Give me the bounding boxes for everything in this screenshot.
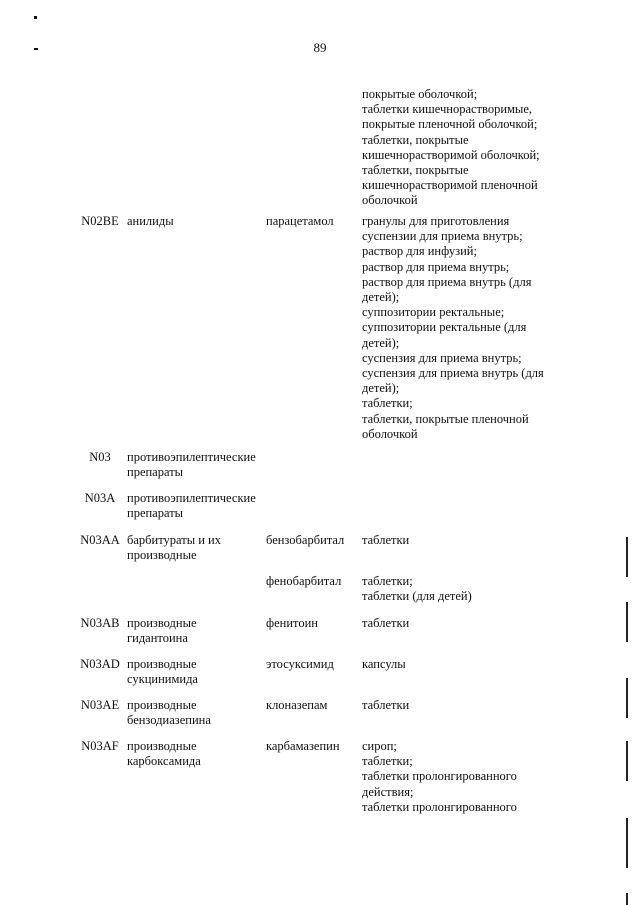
dosage-forms: сироп; таблетки; таблетки пролонгированного действия; таблетки пролонгированного <box>362 739 517 814</box>
atc-code: N03AE <box>80 698 120 712</box>
dosage-forms: гранулы для приготовления суспензии для приема внутрь; раствор для инфузий; раствор для приема внутрь; раствор для приема внутрь (для детей); суппозитории ректальные; суппозитории ректальные (для детей); суспензия для приема внутрь; суспензия для приема внутрь (для детей); таблетки; таблетки, покрытые пленочной оболочкой <box>362 214 544 441</box>
drug-name: фенитоин <box>266 616 318 630</box>
dosage-forms: таблетки <box>362 698 410 712</box>
scan-edge-bar-6 <box>626 893 628 905</box>
atc-code: N03 <box>89 450 111 464</box>
atc-code: N03A <box>84 491 116 505</box>
drug-name: фенобарбитал <box>266 574 342 588</box>
continuation-forms: покрытые оболочкой; таблетки кишечнорастворимые, покрытые пленочной оболочкой; таблетки, покрытые кишечнорастворимой оболочкой; таблетки, покрытые кишечнорастворимой пленочной оболочкой <box>362 87 540 208</box>
dosage-forms: таблетки <box>362 533 410 547</box>
scan-edge-bar-3 <box>626 678 628 718</box>
atc-code: N03AB <box>80 616 120 630</box>
atc-code: N02BE <box>81 214 119 228</box>
drug-name: этосуксимид <box>266 657 334 671</box>
atc-group: анилиды <box>127 214 174 228</box>
drug-name: клоназепам <box>266 698 328 712</box>
scan-mark-second <box>34 48 38 50</box>
atc-code: N03AF <box>81 739 119 753</box>
dosage-forms: таблетки; таблетки (для детей) <box>362 574 472 604</box>
drug-name: бензобарбитал <box>266 533 345 547</box>
atc-group: барбитураты и их производные <box>127 533 221 563</box>
drug-name: карбамазепин <box>266 739 340 753</box>
atc-code: N03AD <box>80 657 120 671</box>
dosage-forms: капсулы <box>362 657 406 671</box>
atc-group: противоэпилептические препараты <box>127 491 256 521</box>
atc-group: производные гидантоина <box>127 616 197 646</box>
scan-edge-bar-4 <box>626 741 628 781</box>
scan-mark-top <box>34 16 37 19</box>
scan-edge-bar-1 <box>626 537 628 577</box>
atc-group: противоэпилептические препараты <box>127 450 256 480</box>
scan-edge-bar-5 <box>626 818 628 868</box>
dosage-forms: таблетки <box>362 616 410 630</box>
atc-group: производные сукцинимида <box>127 657 198 687</box>
scan-edge-bar-2 <box>626 602 628 642</box>
atc-group: производные бензодиазепина <box>127 698 211 728</box>
page-number: 89 <box>313 40 327 55</box>
drug-name: парацетамол <box>266 214 334 228</box>
atc-group: производные карбоксамида <box>127 739 201 769</box>
atc-code: N03AA <box>80 533 120 547</box>
